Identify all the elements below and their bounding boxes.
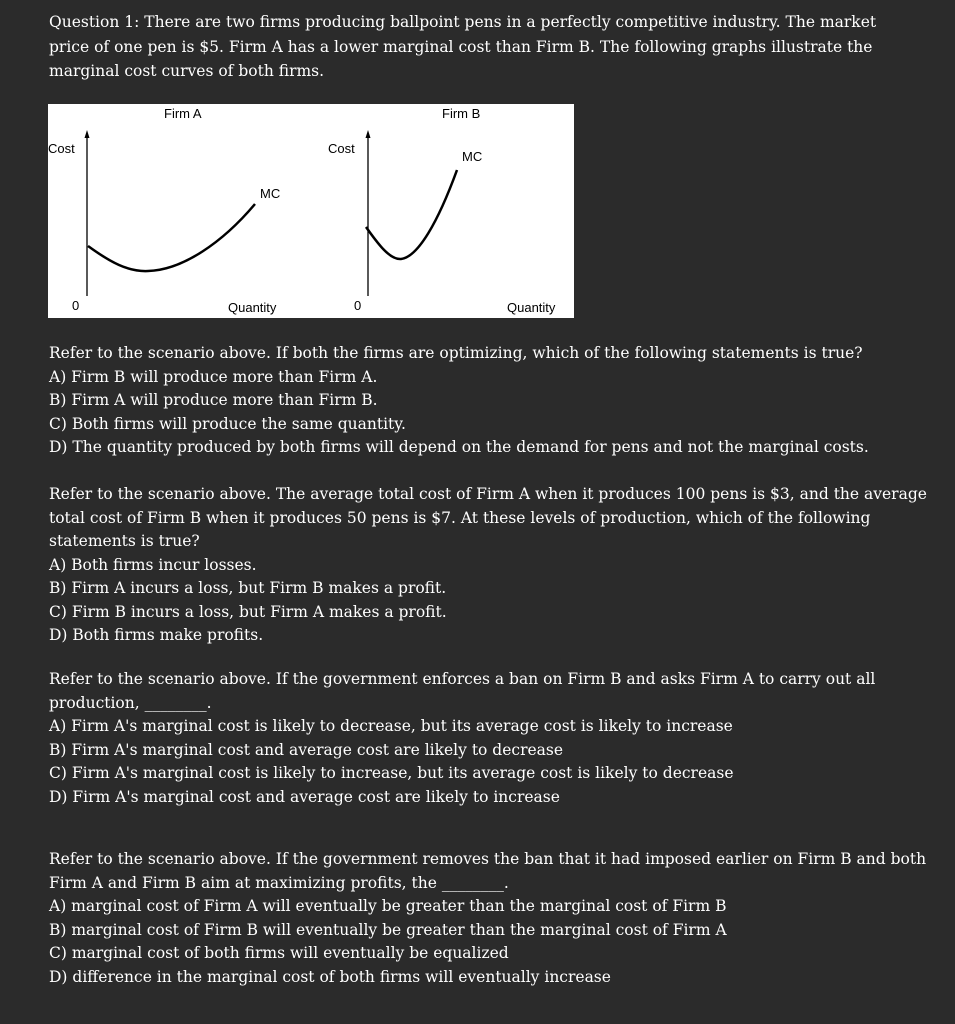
question-stem: Refer to the scenario above. If the government enforces a ban on Firm B and asks Firm A to carry out all production, ________.	[49, 670, 876, 712]
marginal-cost-graphs	[48, 104, 574, 318]
firm-a-mc-curve	[88, 204, 255, 271]
option-d: D) difference in the marginal cost of both firms will eventually increase	[49, 967, 611, 986]
firm-a-origin: 0	[72, 298, 80, 313]
option-c: C) marginal cost of both firms will eventually be equalized	[49, 944, 509, 962]
firm-b-mc-label: MC	[462, 149, 483, 164]
option-b: B) Firm A will produce more than Firm B.	[49, 391, 378, 409]
option-a: A) Both firms incur losses.	[49, 555, 257, 574]
firm-a-title: Firm A	[164, 106, 202, 121]
option-a: A) marginal cost of Firm A will eventually be greater than the marginal cost of Firm B	[49, 897, 727, 915]
firm-b-origin: 0	[354, 298, 362, 313]
option-d: D) Firm A's marginal cost and average cost are likely to increase	[49, 787, 560, 806]
option-c: C) Firm A's marginal cost is likely to increase, but its average cost is likely to decrease	[49, 764, 734, 782]
firm-a-y-label: Cost	[48, 141, 75, 156]
firm-a-x-label: Quantity	[228, 300, 277, 315]
question-block-4	[49, 848, 929, 989]
firm-b-x-label: Quantity	[507, 300, 556, 315]
question-intro: Question 1: There are two firms producing ballpoint pens in a perfectly competitive industry. The market price of one pen is $5. Firm A has a lower marginal cost than Firm B. The following graphs illustrate the marginal cost curves of both firms.	[49, 13, 877, 80]
question-block-3	[49, 668, 929, 809]
option-c: C) Both firms will produce the same quantity.	[49, 414, 406, 433]
question-block-2	[49, 483, 929, 648]
option-b: B) marginal cost of Firm B will eventually be greater than the marginal cost of Firm A	[49, 920, 727, 939]
firm-b-y-arrow	[366, 130, 371, 138]
question-block-1	[49, 342, 929, 460]
question-stem: Refer to the scenario above. If the government removes the ban that it had imposed earlier on Firm B and both Firm A and Firm B aim at maximizing profits, the ________.	[49, 850, 927, 892]
option-d: D) The quantity produced by both firms will depend on the demand for pens and not the marginal costs.	[49, 438, 869, 456]
firm-a-mc-label: MC	[260, 186, 281, 201]
firm-b-title: Firm B	[442, 106, 481, 121]
firm-b-mc-curve	[366, 170, 457, 259]
option-a: A) Firm B will produce more than Firm A.	[49, 367, 378, 386]
firm-b-y-label: Cost	[328, 141, 355, 156]
option-b: B) Firm A's marginal cost and average cost are likely to decrease	[49, 740, 564, 759]
question-stem: Refer to the scenario above. If both the firms are optimizing, which of the following statements is true?	[49, 344, 863, 362]
marginal-cost-graphs-svg	[48, 104, 574, 318]
firm-a-graph	[48, 106, 280, 315]
option-c: C) Firm B incurs a loss, but Firm A makes a profit.	[49, 602, 447, 621]
option-a: A) Firm A's marginal cost is likely to decrease, but its average cost is likely to increase	[49, 717, 733, 735]
firm-b-graph	[328, 106, 556, 315]
question-stem: Refer to the scenario above. The average total cost of Firm A when it produces 100 pens is $3, and the average total cost of Firm B when it produces 50 pens is $7. At these levels of production, which of the following statements is true?	[49, 485, 927, 550]
option-b: B) Firm A incurs a loss, but Firm B makes a profit.	[49, 579, 447, 597]
firm-a-y-arrow	[85, 130, 90, 138]
option-d: D) Both firms make profits.	[49, 626, 264, 644]
